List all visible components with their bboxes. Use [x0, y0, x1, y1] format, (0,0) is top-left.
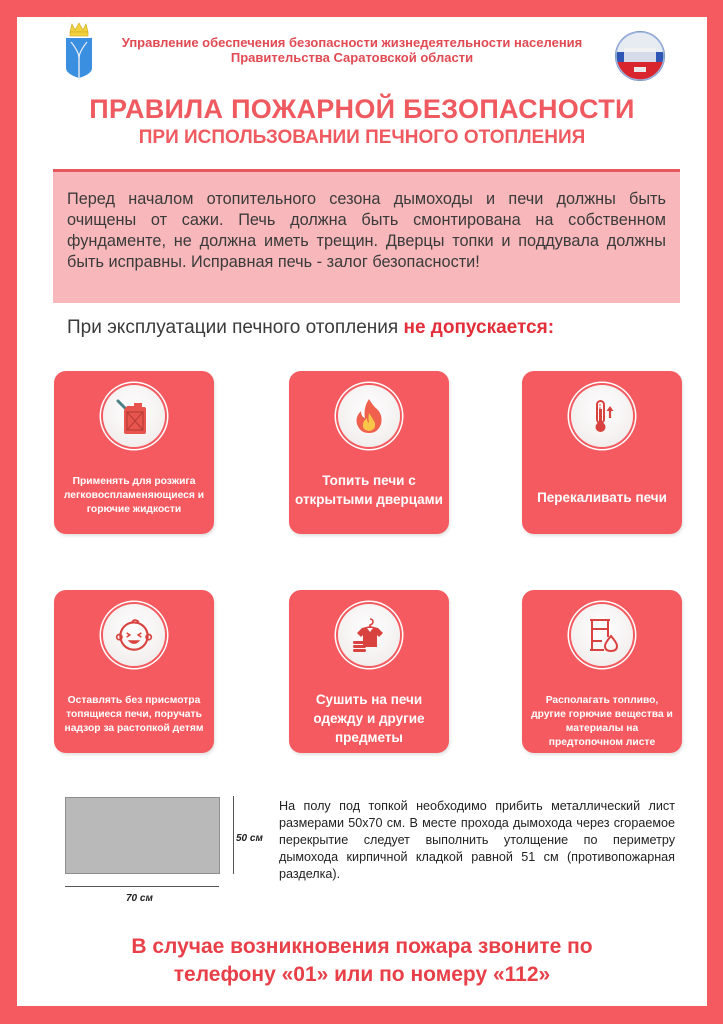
- emergency-line-1: В случае возникновения пожара звоните по: [131, 935, 593, 958]
- thermometer-up-icon: [582, 396, 622, 436]
- emergency-line-2: телефону «01» или по номеру «112»: [173, 963, 551, 986]
- page-subtitle: ПРИ ИСПОЛЬЗОВАНИИ ПЕЧНОГО ОТОПЛЕНИЯ: [138, 127, 586, 148]
- intro-text: Перед началом отопительного сезона дымоходы и печи должны быть очищены от сажи. Печь должна быть смонтирована на собственном фундаменте, не должна иметь трещин. Дверцы топки и поддувала должны быть исправны. Исправная печь - залог безопасности!: [67, 190, 666, 271]
- fire-icon: [349, 396, 389, 436]
- rule-card-overheating: [522, 371, 682, 534]
- height-dimension-line: [233, 796, 234, 874]
- rule-label: Сушить на печи одежду и другие предметы: [313, 692, 425, 745]
- rule-label: Применять для розжига легковоспламеняющиеся и горючие жидкости: [63, 476, 205, 515]
- page-title: ПРАВИЛА ПОЖАРНОЙ БЕЗОПАСНОСТИ: [89, 94, 635, 124]
- org-line-2: Правительства Саратовской области: [230, 50, 474, 65]
- rule-card-fuel-storage: [522, 590, 682, 753]
- emergency-call-notice: [17, 933, 707, 989]
- barrel-drop-icon: [582, 615, 622, 655]
- rule-card-open-doors: [289, 371, 449, 534]
- intro-box: [53, 169, 680, 303]
- width-dimension-label: 70 см: [126, 893, 153, 904]
- rule-label: Топить печи с открытыми дверцами: [295, 473, 443, 507]
- organization-name: [97, 35, 607, 65]
- rule-label: Перекаливать печи: [537, 490, 667, 505]
- poster: [17, 17, 707, 1006]
- prohibited-heading-accent: не допускается:: [403, 317, 555, 338]
- width-dimension-line: [65, 886, 219, 887]
- rule-card-children: [54, 590, 214, 753]
- regional-emblem-logo: [614, 30, 666, 82]
- rule-card-flammable-liquids: [54, 371, 214, 534]
- rule-card-drying-clothes: [289, 590, 449, 753]
- fuel-canister-icon: [114, 396, 154, 436]
- metal-sheet-diagram: [65, 797, 220, 874]
- prohibited-heading: [67, 317, 687, 339]
- org-line-1: Управление обеспечения безопасности жизнедеятельности населения: [121, 35, 583, 50]
- rule-label: Оставлять без присмотра топящиеся печи, поручать надзор за растопкой детям: [64, 695, 204, 734]
- metal-sheet-text: На полу под топкой необходимо прибить металлический лист размерами 50х70 см. В месте прохода дымохода через сгораемое перекрытие следует выполнить утолщение по периметру дымохода кирпичной кладкой равной 51 см (противопожарная разделка).: [279, 799, 675, 881]
- prohibited-heading-text: При эксплуатации печного отопления: [67, 317, 399, 338]
- coat-of-arms-logo: [64, 22, 94, 82]
- clothes-icon: [349, 615, 389, 655]
- height-dimension-label: 50 см: [236, 833, 263, 844]
- child-face-icon: [113, 614, 155, 656]
- rule-label: Располагать топливо, другие горючие вещества и материалы на предтопочном листе: [531, 695, 673, 748]
